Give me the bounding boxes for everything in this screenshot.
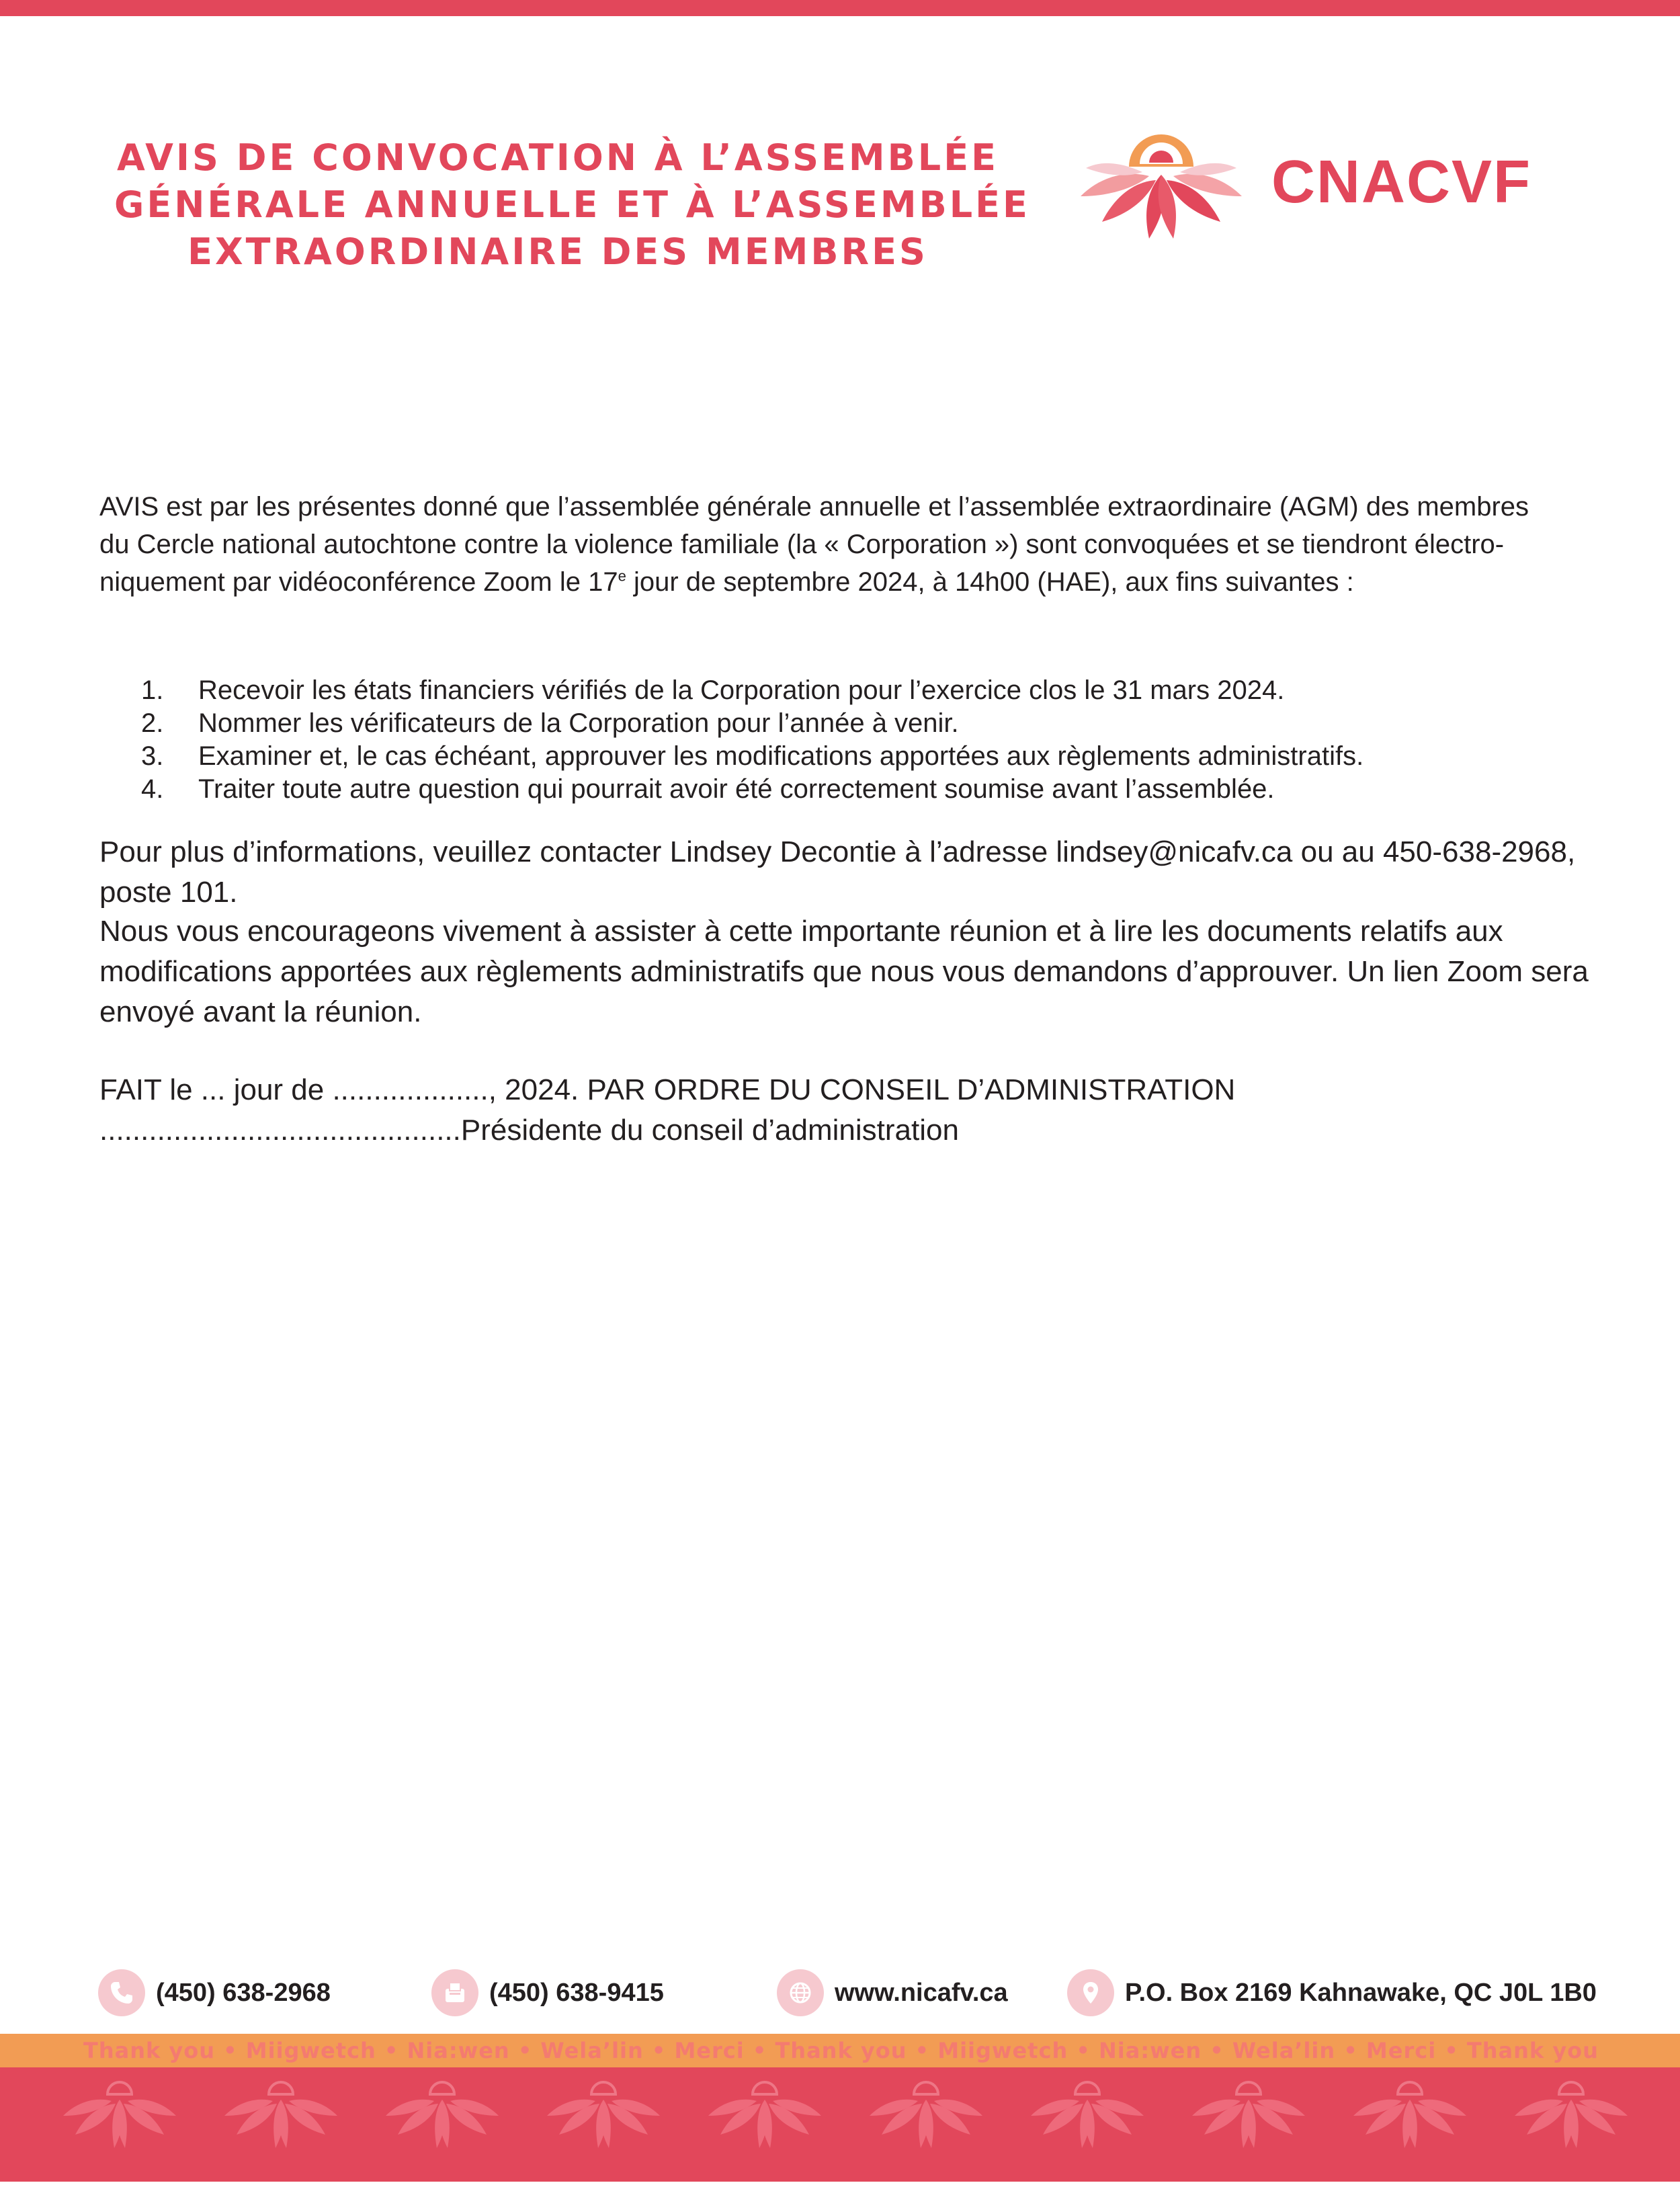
list-item (141, 773, 1552, 806)
signature-block (99, 1070, 1611, 1151)
intro-paragraph (99, 488, 1585, 601)
fax-icon (431, 1969, 478, 2016)
website-link[interactable]: www.nicafv.ca (835, 1978, 1008, 2007)
list-item-number: 2. (141, 708, 164, 738)
organization-logo (1075, 121, 1559, 242)
agenda-list (141, 674, 1552, 806)
list-item (141, 674, 1552, 707)
footer-phone (98, 1968, 331, 2018)
signature-line-2: ............................................Présidente du conseil d’administration (99, 1114, 959, 1147)
location-pin-icon (1067, 1969, 1114, 2016)
top-accent-bar (0, 0, 1680, 16)
globe-icon (777, 1969, 824, 2016)
fax-number: (450) 638-9415 (489, 1978, 664, 2007)
list-item-text: Nommer les vérificateurs de la Corporation pour l’année à venir. (198, 708, 959, 738)
thank-you-text: Thank you • Miigwetch • Nia:wen • Wela’lin • Merci • Thank you • Miigwetch • Nia:wen • Wela’lin • Merci • Thank you (83, 2038, 1599, 2063)
intro-line-1: AVIS est par les présentes donné que l’assemblée générale annuelle et l’assemblée extraordinaire (AGM) des membres (99, 492, 1529, 522)
postal-address: P.O. Box 2169 Kahnawake, QC J0L 1B0 (1125, 1978, 1597, 2007)
list-item-text: Traiter toute autre question qui pourrait avoir été correctement soumise avant l’assemblée. (198, 774, 1275, 804)
footer-website (777, 1968, 1008, 2018)
intro-line-3-start: niquement par vidéoconférence Zoom le 17 (99, 567, 618, 597)
list-item-text: Examiner et, le cas échéant, approuver les modifications apportées aux règlements administratifs. (198, 741, 1364, 771)
phone-number: (450) 638-2968 (156, 1978, 331, 2007)
title-line-3: EXTRAORDINAIRE DES MEMBRES (187, 231, 928, 273)
thank-you-strip (0, 2034, 1680, 2067)
footer-address (1067, 1968, 1597, 2018)
encouragement-paragraph: Nous vous encourageons vivement à assister à cette importante réunion et à lire les documents relatifs aux modifications apportées aux règlements administratifs que nous vous demandons d’approuver. Un lien Zoom sera envoyé avant la réunion. (99, 915, 1589, 1028)
title-line-1: AVIS DE CONVOCATION À L’ASSEMBLÉE (117, 136, 999, 179)
decorative-hands-pattern-icon (0, 2067, 1680, 2182)
intro-line-2: du Cercle national autochtone contre la violence familiale (la « Corporation ») sont convoquées et se tiendront électro- (99, 530, 1505, 559)
page-title (114, 134, 1030, 276)
phone-icon (98, 1969, 145, 2016)
title-line-2: GÉNÉRALE ANNUELLE ET À L’ASSEMBLÉE (114, 183, 1030, 226)
intro-line-3 (99, 563, 1585, 601)
intro-line-3-end: jour de septembre 2024, à 14h00 (HAE), aux fins suivantes : (626, 567, 1354, 597)
ordinal-suffix: e (618, 567, 626, 585)
signature-line-1: FAIT le ... jour de ..................., 2024. PAR ORDRE DU CONSEIL D’ADMINISTRATION (99, 1073, 1236, 1106)
list-item-number: 4. (141, 774, 164, 804)
logo-text: CNACVF (1271, 149, 1531, 216)
footer-band (0, 2067, 1680, 2182)
list-item-number: 1. (141, 675, 164, 705)
footer-fax (431, 1968, 664, 2018)
contact-paragraph: Pour plus d’informations, veuillez contacter Lindsey Decontie à l’adresse lindsey@nicafv.ca ou au 450-638-2968, poste 101. (99, 835, 1576, 909)
list-item-text: Recevoir les états financiers vérifiés de la Corporation pour l’exercice clos le 31 mars 2024. (198, 675, 1285, 705)
list-item (141, 740, 1552, 773)
list-item (141, 707, 1552, 740)
list-item-number: 3. (141, 741, 164, 771)
logo-hands-sun-icon (1075, 121, 1270, 242)
